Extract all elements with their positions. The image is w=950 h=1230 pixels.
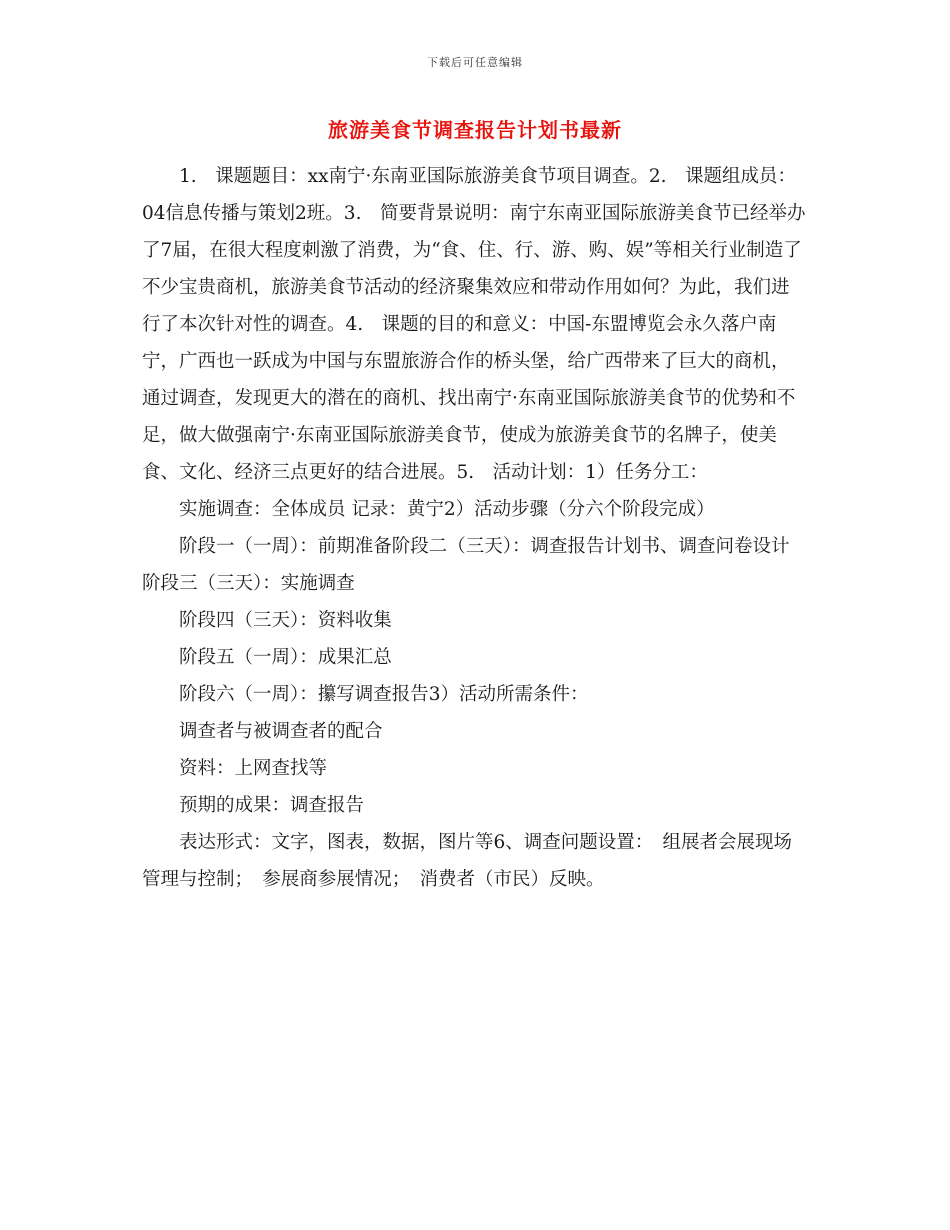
paragraph-stage-4: 阶段四（三天）：资料收集: [179, 610, 392, 631]
paragraph-intro: 1. 课题题目：xx南宁·东南亚国际旅游美食节项目调查。2. 课题组成员：04信息传播与策划2班。3. 简要背景说明：南宁东南亚国际旅游美食节已经举办了7届，在很大程度刺激了消费，为“食、住、行、游、购、娱”等相关行业制造了不少宝贵商机，旅游美食节活动的经济聚集效应和带动作用如何？为此，我们进行了本次针对性的调查。4. 课题的目的和意义：中国-东盟博览会永久落户南宁，广西也一跃成为中国与东盟旅游合作的桥头堡，给广西带来了巨大的商机，通过调查，发现更大的潜在的商机、找出南宁·东南亚国际旅游美食节的优势和不足，做大做强南宁·东南亚国际旅游美食节，使成为旅游美食节的名牌子，使美食、文化、经济三点更好的结合进展。5. 活动计划：1）任务分工：: [142, 166, 806, 483]
document-body: [142, 158, 807, 898]
paragraph-stage-1-3: 阶段一（一周）：前期准备阶段二（三天）：调查报告计划书、调查问卷设计阶段三（三天）：实施调查: [142, 536, 790, 594]
header-note: 下载后可任意编辑: [427, 56, 523, 69]
document-title: 旅游美食节调查报告计划书最新: [328, 118, 622, 142]
paragraph-cooperation: 调查者与被调查者的配合: [179, 721, 383, 742]
paragraph-materials: 资料：上网查找等: [179, 758, 328, 779]
paragraph-stage-5: 阶段五（一周）：成果汇总: [179, 647, 392, 668]
paragraph-implementation: 实施调查：全体成员 记录：黄宁2）活动步骤（分六个阶段完成）: [179, 499, 715, 520]
paragraph-expected-results: 预期的成果：调查报告: [179, 795, 365, 816]
paragraph-expression-form: 表达形式：文字，图表，数据，图片等6、调查问题设置： 组展者会展现场管理与控制； 参展商参展情况； 消费者（市民）反映。: [142, 832, 793, 890]
paragraph-stage-6: 阶段六（一周）：攥写调查报告3）活动所需条件：: [179, 684, 589, 705]
